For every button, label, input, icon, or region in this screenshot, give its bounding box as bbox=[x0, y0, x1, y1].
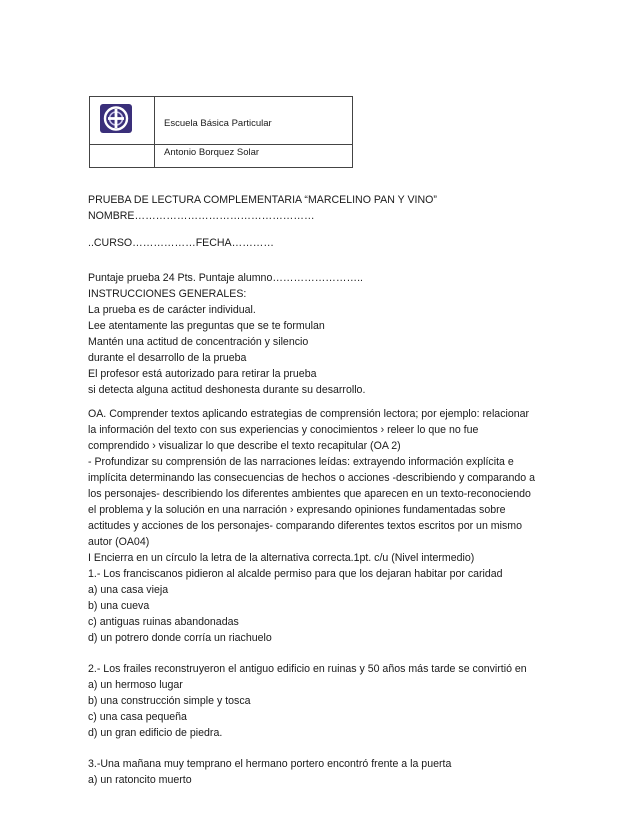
objective-line: el problema y la solución en una narración › expresando opiniones fundamentadas sobre bbox=[88, 504, 506, 516]
objective-line: comprendido › visualizar lo que describe el texto recapitular (OA 2) bbox=[88, 440, 401, 452]
instruction-line: La prueba es de carácter individual. bbox=[88, 304, 256, 316]
objective-line: OA. Comprender textos aplicando estrategias de comprensión lectora; por ejemplo: relacionar bbox=[88, 408, 530, 420]
instruction-line: Mantén una actitud de concentración y silencio bbox=[88, 336, 309, 348]
instructions-heading: INSTRUCCIONES GENERALES: bbox=[88, 288, 247, 300]
name-field-line: NOMBRE…………………………………………… bbox=[88, 210, 315, 222]
school-header-table bbox=[89, 96, 353, 168]
answer-option: a) un ratoncito muerto bbox=[88, 774, 192, 786]
section-instruction: I Encierra en un círculo la letra de la alternativa correcta.1pt. c/u (Nivel intermedio) bbox=[88, 552, 475, 564]
school-logo-icon bbox=[100, 104, 132, 133]
answer-option: a) una casa vieja bbox=[88, 584, 169, 596]
objective-line: autor (OA04) bbox=[88, 536, 150, 548]
objective-line: la información del texto con sus experiencias y conocimientos › releer lo que no fue bbox=[88, 424, 479, 436]
answer-option: d) un potrero donde corría un riachuelo bbox=[88, 632, 272, 644]
question-1: 1.- Los franciscanos pidieron al alcalde permiso para que los dejaran habitar por caridad bbox=[88, 568, 503, 580]
course-date-line: ..CURSO………………FECHA………… bbox=[88, 237, 274, 249]
table-divider bbox=[154, 97, 155, 167]
instruction-line: durante el desarrollo de la prueba bbox=[88, 352, 247, 364]
school-name-line2: Antonio Borquez Solar bbox=[164, 147, 260, 158]
answer-option: c) una casa pequeña bbox=[88, 711, 187, 723]
objective-line: actitudes y acciones de los personajes- comparando diferentes textos escritos por un mismo bbox=[88, 520, 522, 532]
answer-option: b) una cueva bbox=[88, 600, 150, 612]
answer-option: b) una construcción simple y tosca bbox=[88, 695, 251, 707]
score-line: Puntaje prueba 24 Pts. Puntaje alumno…………………….. bbox=[88, 272, 363, 284]
question-3: 3.-Una mañana muy temprano el hermano portero encontró frente a la puerta bbox=[88, 758, 452, 770]
school-name-line1: Escuela Básica Particular bbox=[164, 118, 272, 129]
test-title: PRUEBA DE LECTURA COMPLEMENTARIA “MARCELINO PAN Y VINO” bbox=[88, 194, 437, 206]
answer-option: a) un hermoso lugar bbox=[88, 679, 183, 691]
table-divider bbox=[90, 144, 352, 145]
answer-option: d) un gran edificio de piedra. bbox=[88, 727, 223, 739]
instruction-line: Lee atentamente las preguntas que se te formulan bbox=[88, 320, 325, 332]
instruction-line: El profesor está autorizado para retirar la prueba bbox=[88, 368, 317, 380]
objective-line: implícita determinando las consecuencias de hechos o acciones -describiendo y comparando a bbox=[88, 472, 535, 484]
question-2: 2.- Los frailes reconstruyeron el antiguo edificio en ruinas y 50 años más tarde se convirtió en bbox=[88, 663, 527, 675]
objective-line: los personajes- describiendo los diferentes ambientes que aparecen en un texto-reconociendo bbox=[88, 488, 531, 500]
answer-option: c) antiguas ruinas abandonadas bbox=[88, 616, 239, 628]
objective-line: - Profundizar su comprensión de las narraciones leídas: extrayendo información explícita e bbox=[88, 456, 514, 468]
instruction-line: si detecta alguna actitud deshonesta durante su desarrollo. bbox=[88, 384, 366, 396]
